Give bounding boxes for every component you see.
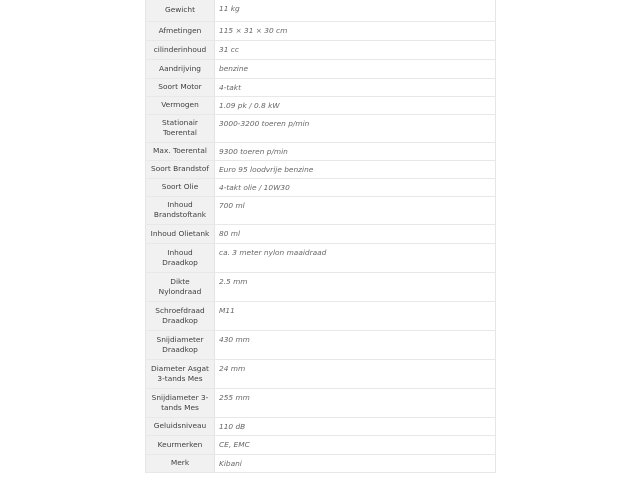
spec-value: 3000-3200 toeren p/min <box>215 114 496 142</box>
spec-label: Stationair Toerental <box>146 114 215 142</box>
spec-label: Afmetingen <box>146 21 215 40</box>
spec-row-inhoud-brandstoftank <box>146 196 496 224</box>
spec-row-geluidsniveau <box>146 417 496 435</box>
spec-value: 110 dB <box>215 417 496 435</box>
spec-row-vermogen <box>146 96 496 114</box>
spec-label: Soort Olie <box>146 178 215 196</box>
spec-row-inhoud-olietank <box>146 224 496 243</box>
spec-label: Keurmerken <box>146 435 215 454</box>
spec-table <box>145 0 496 473</box>
spec-label: cilinderinhoud <box>146 40 215 59</box>
spec-row-soort-olie <box>146 178 496 196</box>
spec-label: Gewicht <box>146 0 215 21</box>
spec-value: 255 mm <box>215 388 496 417</box>
spec-value: 700 ml <box>215 196 496 224</box>
spec-value: 430 mm <box>215 330 496 359</box>
spec-row-afmetingen <box>146 21 496 40</box>
spec-row-diameter-asgat <box>146 359 496 388</box>
spec-value: 9300 toeren p/min <box>215 142 496 160</box>
spec-label: Aandrijving <box>146 59 215 78</box>
spec-label: Inhoud Draadkop <box>146 243 215 272</box>
spec-label: Snijdiameter Draadkop <box>146 330 215 359</box>
spec-label: Vermogen <box>146 96 215 114</box>
spec-label: Snijdiameter 3-tands Mes <box>146 388 215 417</box>
spec-row-snijdiameter-mes <box>146 388 496 417</box>
spec-value: 115 × 31 × 30 cm <box>215 21 496 40</box>
spec-value: ca. 3 meter nylon maaidraad <box>215 243 496 272</box>
spec-label: Schroefdraad Draadkop <box>146 301 215 330</box>
spec-row-soort-motor <box>146 78 496 96</box>
spec-row-keurmerken <box>146 435 496 454</box>
spec-row-dikte-nylondraad <box>146 272 496 301</box>
spec-value: 2.5 mm <box>215 272 496 301</box>
spec-value: 31 cc <box>215 40 496 59</box>
spec-value: 1.09 pk / 0.8 kW <box>215 96 496 114</box>
spec-row-stationair-toerental <box>146 114 496 142</box>
spec-value: 80 ml <box>215 224 496 243</box>
spec-value: Euro 95 loodvrije benzine <box>215 160 496 178</box>
spec-row-soort-brandstof <box>146 160 496 178</box>
spec-value: Kibani <box>215 454 496 472</box>
spec-label: Inhoud Brandstoftank <box>146 196 215 224</box>
spec-row-snijdiameter-draadkop <box>146 330 496 359</box>
spec-row-max-toerental <box>146 142 496 160</box>
spec-label: Soort Motor <box>146 78 215 96</box>
spec-row-cilinderinhoud <box>146 40 496 59</box>
spec-label: Dikte Nylondraad <box>146 272 215 301</box>
spec-row-merk <box>146 454 496 472</box>
spec-label: Merk <box>146 454 215 472</box>
spec-value: 11 kg <box>215 0 496 21</box>
spec-label: Geluidsniveau <box>146 417 215 435</box>
spec-row-gewicht <box>146 0 496 21</box>
spec-value: M11 <box>215 301 496 330</box>
spec-label: Inhoud Olietank <box>146 224 215 243</box>
spec-value: benzine <box>215 59 496 78</box>
spec-value: 4-takt <box>215 78 496 96</box>
spec-label: Max. Toerental <box>146 142 215 160</box>
spec-value: 4-takt olie / 10W30 <box>215 178 496 196</box>
spec-value: 24 mm <box>215 359 496 388</box>
spec-row-schroefdraad-draadkop <box>146 301 496 330</box>
spec-row-inhoud-draadkop <box>146 243 496 272</box>
spec-row-aandrijving <box>146 59 496 78</box>
spec-label: Soort Brandstof <box>146 160 215 178</box>
spec-value: CE, EMC <box>215 435 496 454</box>
spec-label: Diameter Asgat 3-tands Mes <box>146 359 215 388</box>
